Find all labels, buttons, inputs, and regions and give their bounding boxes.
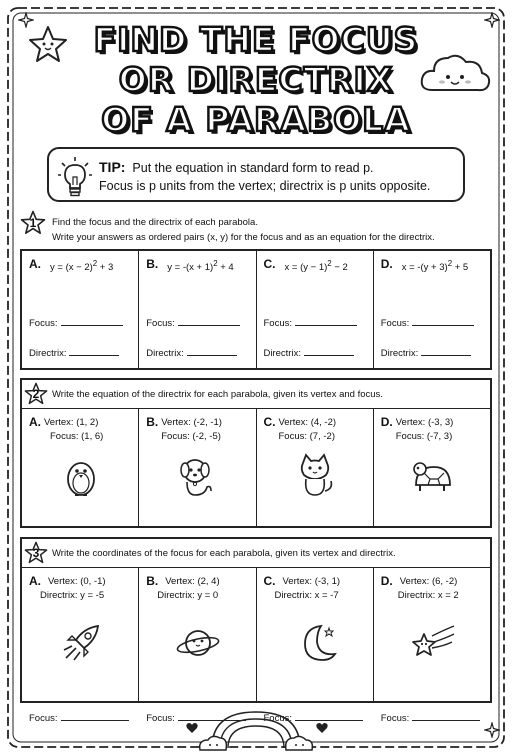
problem-equation — [402, 259, 468, 273]
answer-blank[interactable] — [295, 317, 357, 326]
directrix-answer-line[interactable] — [29, 347, 119, 359]
puppy-icon — [175, 453, 221, 499]
vertex-given: Vertex: (-3, 1) — [282, 576, 341, 587]
title-line-1: FIND THE FOCUS — [93, 20, 419, 59]
section-2-number: 2 — [32, 387, 40, 401]
cat-icon — [293, 453, 339, 499]
problem-cell — [374, 567, 490, 724]
problem-letter: C. — [263, 257, 276, 271]
section-3-number: 3 — [32, 546, 40, 560]
directrix-given: Directrix: x = -7 — [274, 590, 339, 601]
equation-base: y = -(x + 1) — [167, 262, 214, 274]
section-2-header — [22, 380, 490, 408]
heart-icon — [186, 722, 198, 734]
problem-equation — [50, 259, 113, 273]
rocket-icon — [58, 620, 104, 666]
lightbulb-icon — [57, 155, 93, 197]
problem-letter: A. — [29, 257, 41, 271]
title-line-2: OR DIRECTRIX — [118, 60, 394, 99]
focus-label: Focus: — [263, 318, 293, 329]
answer-blank[interactable] — [187, 347, 237, 356]
answer-blank[interactable] — [412, 317, 474, 326]
answer-blank[interactable] — [61, 317, 123, 326]
problem-cell — [139, 251, 256, 368]
equation-exponent: 2 — [213, 259, 218, 268]
directrix-label: Directrix: — [146, 348, 184, 359]
directrix-given: Directrix: y = 0 — [157, 590, 219, 601]
tip-label: TIP: — [99, 159, 126, 175]
tip-line-1: Put the equation in standard form to read p. — [132, 161, 374, 175]
problem-letter: D. — [380, 257, 393, 271]
equation-constant: + 3 — [97, 262, 114, 274]
problem-letter: A. — [29, 415, 41, 429]
penguin-icon — [58, 453, 104, 499]
section-3-instruction: Write the coordinates of the focus for each parabola, given its vertex and directrix. — [52, 548, 396, 559]
equation-exponent: 2 — [92, 259, 98, 268]
section-3-header — [22, 539, 490, 567]
problem-cell — [374, 408, 490, 526]
focus-given: Focus: (-7, 3) — [395, 431, 453, 442]
focus-label: Focus: — [146, 713, 175, 724]
problem-cell — [139, 567, 256, 724]
section-1-instruction-1: Find the focus and the directrix of each parabola. — [52, 217, 258, 228]
problem-letter: B. — [146, 257, 159, 271]
section-2-panel — [20, 378, 492, 528]
directrix-given: Directrix: x = 2 — [397, 590, 459, 601]
equation-constant: + 5 — [452, 262, 469, 274]
vertex-given: Vertex: (-2, -1) — [161, 417, 222, 428]
vertex-given: Vertex: (1, 2) — [44, 417, 99, 428]
focus-answer-line[interactable] — [381, 712, 481, 724]
focus-answer-line[interactable] — [29, 712, 129, 724]
tip-box — [47, 147, 465, 202]
shooting-star-icon — [410, 620, 456, 666]
answer-blank[interactable] — [304, 347, 354, 356]
problem-letter: C. — [263, 574, 276, 588]
problem-letter: B. — [146, 574, 159, 588]
vertex-given: Vertex: (2, 4) — [165, 576, 220, 587]
problem-cell — [22, 567, 139, 724]
problem-cell — [257, 251, 374, 368]
focus-given: Focus: (-2, -5) — [161, 431, 221, 442]
equation-constant: + 4 — [217, 262, 234, 274]
vertex-given: Vertex: (-3, 3) — [395, 417, 454, 428]
sparkle-icon — [484, 722, 500, 738]
equation-base: x = (y − 1) — [284, 262, 328, 274]
problem-letter: A. — [29, 574, 41, 588]
vertex-given: Vertex: (4, -2) — [278, 417, 337, 428]
focus-label: Focus: — [380, 713, 410, 724]
focus-label: Focus: — [29, 713, 58, 724]
section-1-number: 1 — [29, 216, 37, 230]
turtle-icon — [410, 453, 456, 499]
page-title — [0, 20, 512, 140]
focus-label: Focus: — [29, 318, 58, 329]
focus-answer-line[interactable] — [29, 317, 123, 329]
problem-cell — [374, 251, 490, 368]
directrix-label: Directrix: — [29, 348, 67, 359]
answer-blank[interactable] — [412, 712, 480, 721]
heart-icon — [316, 722, 328, 734]
directrix-label: Directrix: — [263, 348, 301, 359]
problem-cell — [22, 251, 139, 368]
equation-constant: − 2 — [331, 262, 348, 274]
section-3-grid — [22, 567, 490, 724]
focus-answer-line[interactable] — [264, 317, 358, 329]
directrix-answer-line[interactable] — [381, 347, 471, 359]
problem-cell — [257, 408, 374, 526]
section-1-instruction-2: Write your answers as ordered pairs (x, y) for the focus and as an equation for the directrix. — [52, 232, 435, 243]
equation-exponent: 2 — [447, 259, 453, 268]
focus-given: Focus: (7, -2) — [278, 431, 335, 442]
focus-answer-line[interactable] — [381, 317, 475, 329]
directrix-label: Directrix: — [380, 348, 419, 359]
vertex-given: Vertex: (6, -2) — [399, 576, 458, 587]
problem-equation — [285, 259, 348, 273]
tip-text — [99, 158, 430, 195]
problem-letter: B. — [146, 415, 159, 429]
focus-label: Focus: — [146, 318, 175, 329]
section-2-grid — [22, 408, 490, 526]
problem-letter: C. — [263, 415, 276, 429]
problem-cell — [139, 408, 256, 526]
tip-line-2: Focus is p units from the vertex; directrix is p units opposite. — [99, 179, 431, 193]
equation-base: x = -(y + 3) — [401, 262, 448, 274]
title-line-3: OF A PARABOLA — [101, 100, 411, 139]
problem-cell — [257, 567, 374, 724]
equation-exponent: 2 — [327, 259, 332, 268]
focus-label: Focus: — [380, 318, 410, 329]
problem-cell — [22, 408, 139, 526]
focus-given: Focus: (1, 6) — [50, 431, 104, 442]
focus-label: Focus: — [263, 713, 293, 724]
rainbow-icon — [196, 706, 316, 752]
answer-blank[interactable] — [69, 347, 119, 356]
equation-base: y = (x − 2) — [50, 262, 93, 274]
vertex-given: Vertex: (0, -1) — [48, 576, 106, 587]
problem-letter: D. — [380, 574, 393, 588]
answer-blank[interactable] — [421, 347, 471, 356]
section-3-panel — [20, 537, 492, 724]
problem-letter: D. — [380, 415, 393, 429]
problem-equation — [167, 259, 233, 273]
directrix-given: Directrix: y = -5 — [40, 590, 105, 601]
section-1-grid — [20, 249, 492, 370]
section-2-instruction: Write the equation of the directrix for each parabola, given its vertex and focus. — [52, 389, 383, 400]
answer-blank[interactable] — [178, 317, 240, 326]
focus-answer-line[interactable] — [146, 317, 240, 329]
planet-icon — [175, 620, 221, 666]
directrix-answer-line[interactable] — [264, 347, 354, 359]
moon-icon — [293, 620, 339, 666]
directrix-answer-line[interactable] — [146, 347, 236, 359]
answer-blank[interactable] — [61, 712, 129, 721]
